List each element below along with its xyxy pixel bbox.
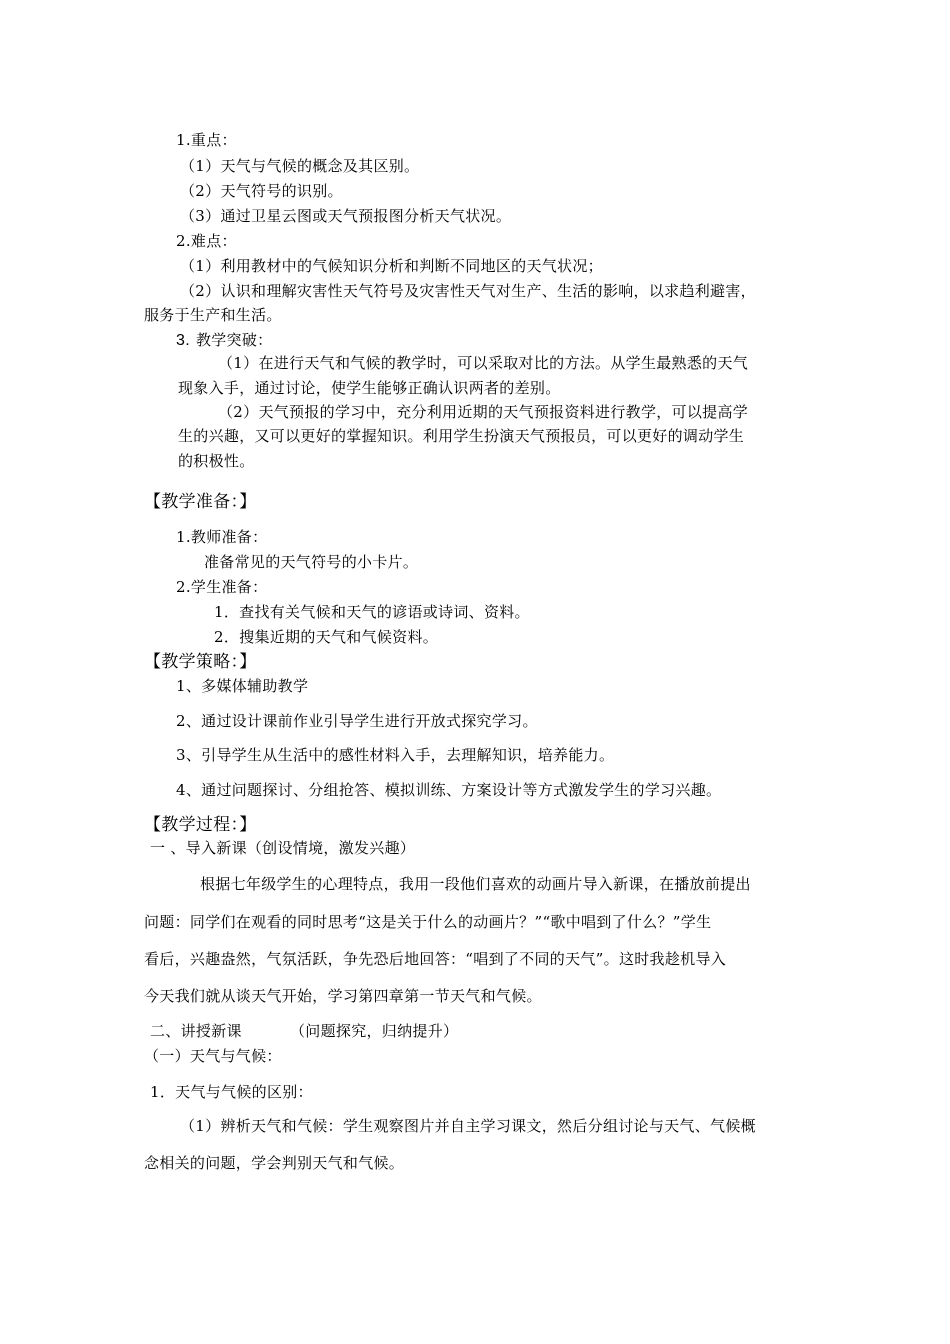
strategy-heading: 【教学策略：】	[144, 652, 257, 672]
focus-item-3: （3）通过卫星云图或天气预报图分析天气状况。	[180, 207, 512, 225]
section-1-line-1: 根据七年级学生的心理特点，我用一段他们喜欢的动画片导入新课，在播放前提出	[200, 875, 751, 893]
difficulty-label: 2.难点：	[176, 232, 237, 250]
breakthrough-label	[176, 330, 272, 351]
difficulty-item-2-line-2: 服务于生产和生活。	[144, 306, 282, 324]
strategy-item-4: 4、通过问题探讨、分组抢答、模拟训练、方案设计等方式激发学生的学习兴趣。	[176, 781, 722, 799]
strategy-item-3: 3、引导学生从生活中的感性材料入手，去理解知识，培养能力。	[176, 746, 615, 764]
section-2-note: （问题探究，归纳提升）	[290, 1022, 459, 1040]
strategy-item-2: 2、通过设计课前作业引导学生进行开放式探究学习。	[176, 712, 538, 730]
breakthrough-label-text: 教学突破：	[195, 331, 273, 349]
focus-label: 1.重点：	[176, 131, 237, 149]
breakthrough-p1-line-1: （1）在进行天气和气候的教学时，可以采取对比的方法。从学生最熟悉的天气	[218, 354, 749, 372]
section-2-title: 二、讲授新课	[150, 1022, 242, 1040]
difficulty-item-1: （1）利用教材中的气候知识分析和判断不同地区的天气状况；	[180, 257, 603, 275]
preparation-heading: 【教学准备：】	[144, 492, 257, 512]
section-1-title: 一 、导入新课（创设情境，激发兴趣）	[150, 839, 416, 857]
breakthrough-p2-line-1: （2）天气预报的学习中，充分利用近期的天气预报资料进行教学，可以提高学	[218, 403, 749, 421]
breakthrough-p2-line-3: 的积极性。	[178, 452, 255, 470]
student-prep-label: 2.学生准备：	[176, 578, 268, 596]
section-1-line-4: 今天我们就从谈天气开始，学习第四章第一节天气和气候。	[144, 987, 542, 1005]
breakthrough-label-number: 3.	[176, 332, 190, 349]
point-1-line-2: 念相关的问题，学会判别天气和气候。	[144, 1154, 405, 1172]
student-prep-item-2: 2．搜集近期的天气和气候资料。	[214, 628, 439, 646]
point-1-line-1: （1）辨析天气和气候：学生观察图片并自主学习课文，然后分组讨论与天气、气候概	[180, 1117, 756, 1135]
section-1-line-3: 看后，兴趣盎然，气氛活跃，争先恐后地回答：“唱到了不同的天气”。这时我趁机导入	[144, 950, 727, 968]
focus-item-2: （2）天气符号的识别。	[180, 182, 343, 200]
student-prep-item-1: 1．查找有关气候和天气的谚语或诗词、资料。	[214, 603, 530, 621]
strategy-item-1: 1、多媒体辅助教学	[176, 677, 309, 695]
difficulty-item-2-line-1: （2）认识和理解灾害性天气符号及灾害性天气对生产、生活的影响，以求趋利避害，	[180, 282, 756, 300]
teacher-prep-item: 准备常见的天气符号的小卡片。	[204, 553, 419, 571]
focus-item-1: （1）天气与气候的概念及其区别。	[180, 157, 420, 175]
breakthrough-p2-line-2: 生的兴趣，又可以更好的掌握知识。利用学生扮演天气预报员，可以更好的调动学生	[178, 427, 745, 445]
section-1-line-2: 问题：同学们在观看的同时思考“这是关于什么的动画片？”“歌中唱到了什么？”学生	[144, 913, 712, 931]
teacher-prep-label: 1.教师准备：	[176, 528, 268, 546]
point-1-title: 1．天气与气候的区别：	[150, 1083, 313, 1101]
breakthrough-p1-line-2: 现象入手，通过讨论，使学生能够正确认识两者的差别。	[178, 379, 561, 397]
process-heading: 【教学过程：】	[144, 815, 257, 835]
subsection-1-title: （一）天气与气候：	[144, 1047, 282, 1065]
